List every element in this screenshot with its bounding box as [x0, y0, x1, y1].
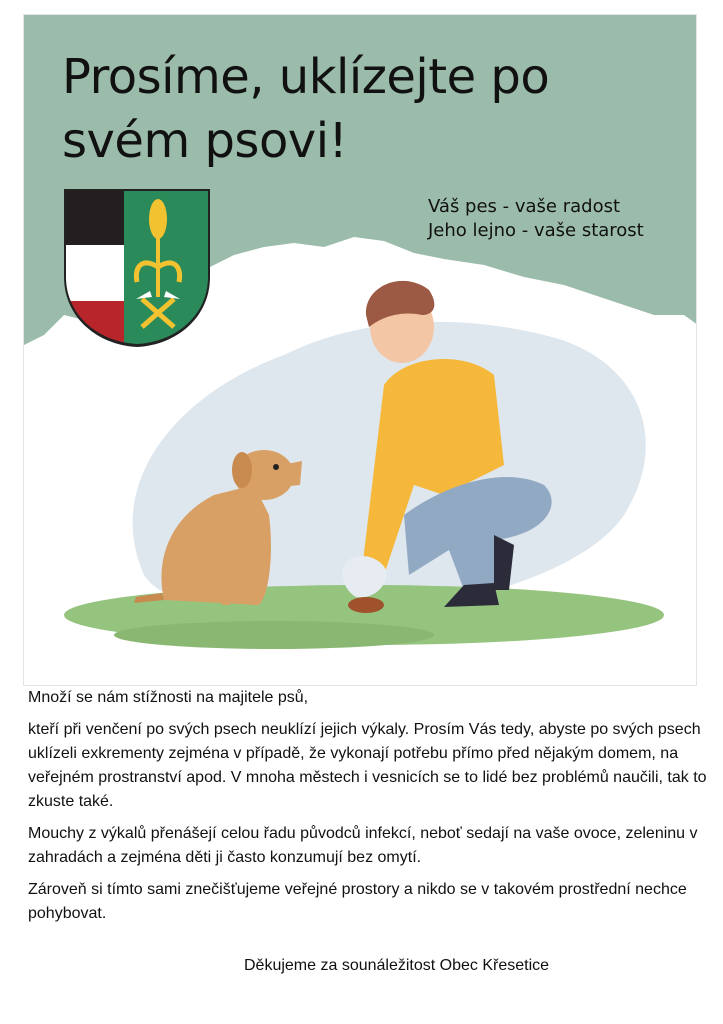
- paragraph: Mouchy z výkalů přenášejí celou řadu původců infekcí, neboť sedají na vaše ovoce, zeleninu v zahradách a zejména děti ji často konzumují bez omytí.: [28, 825, 698, 866]
- title-line-1: Prosíme, uklízejte po: [62, 49, 550, 105]
- paragraph: Zároveň si tímto sami znečišťujeme veřejné prostory a nikdo se v takovém prostřední nechce pohybovat.: [28, 881, 687, 922]
- title-line-2: svém psovi!: [62, 113, 348, 169]
- slogan-line-2: Jeho lejno - vaše starost: [428, 220, 644, 241]
- poster-title: [62, 45, 549, 173]
- slogan: [428, 195, 644, 243]
- grass-shadow: [114, 621, 434, 649]
- slogan-line-1: Váš pes - vaše radost: [428, 196, 621, 217]
- paragraph: Množí se nám stížnosti na majitele psů,: [28, 689, 309, 706]
- municipal-coat-of-arms: [62, 187, 212, 349]
- paragraph: kteří při venčení po svých psech neuklízí jejich výkaly. Prosím Vás tedy, abyste po svých psech uklízeli exkrementy zejména v případě, že vykonají potřebu přímo před nějakým domem, na veřejném prostranství apod. V mnoha městech i vesnicích se to lidé bez problémů naučili, tak to zkuste také.: [28, 721, 707, 810]
- closing-thanks: Děkujeme za sounáležitost Obec Křesetice: [244, 957, 550, 974]
- poster: [23, 14, 697, 686]
- notice-text: [28, 686, 708, 934]
